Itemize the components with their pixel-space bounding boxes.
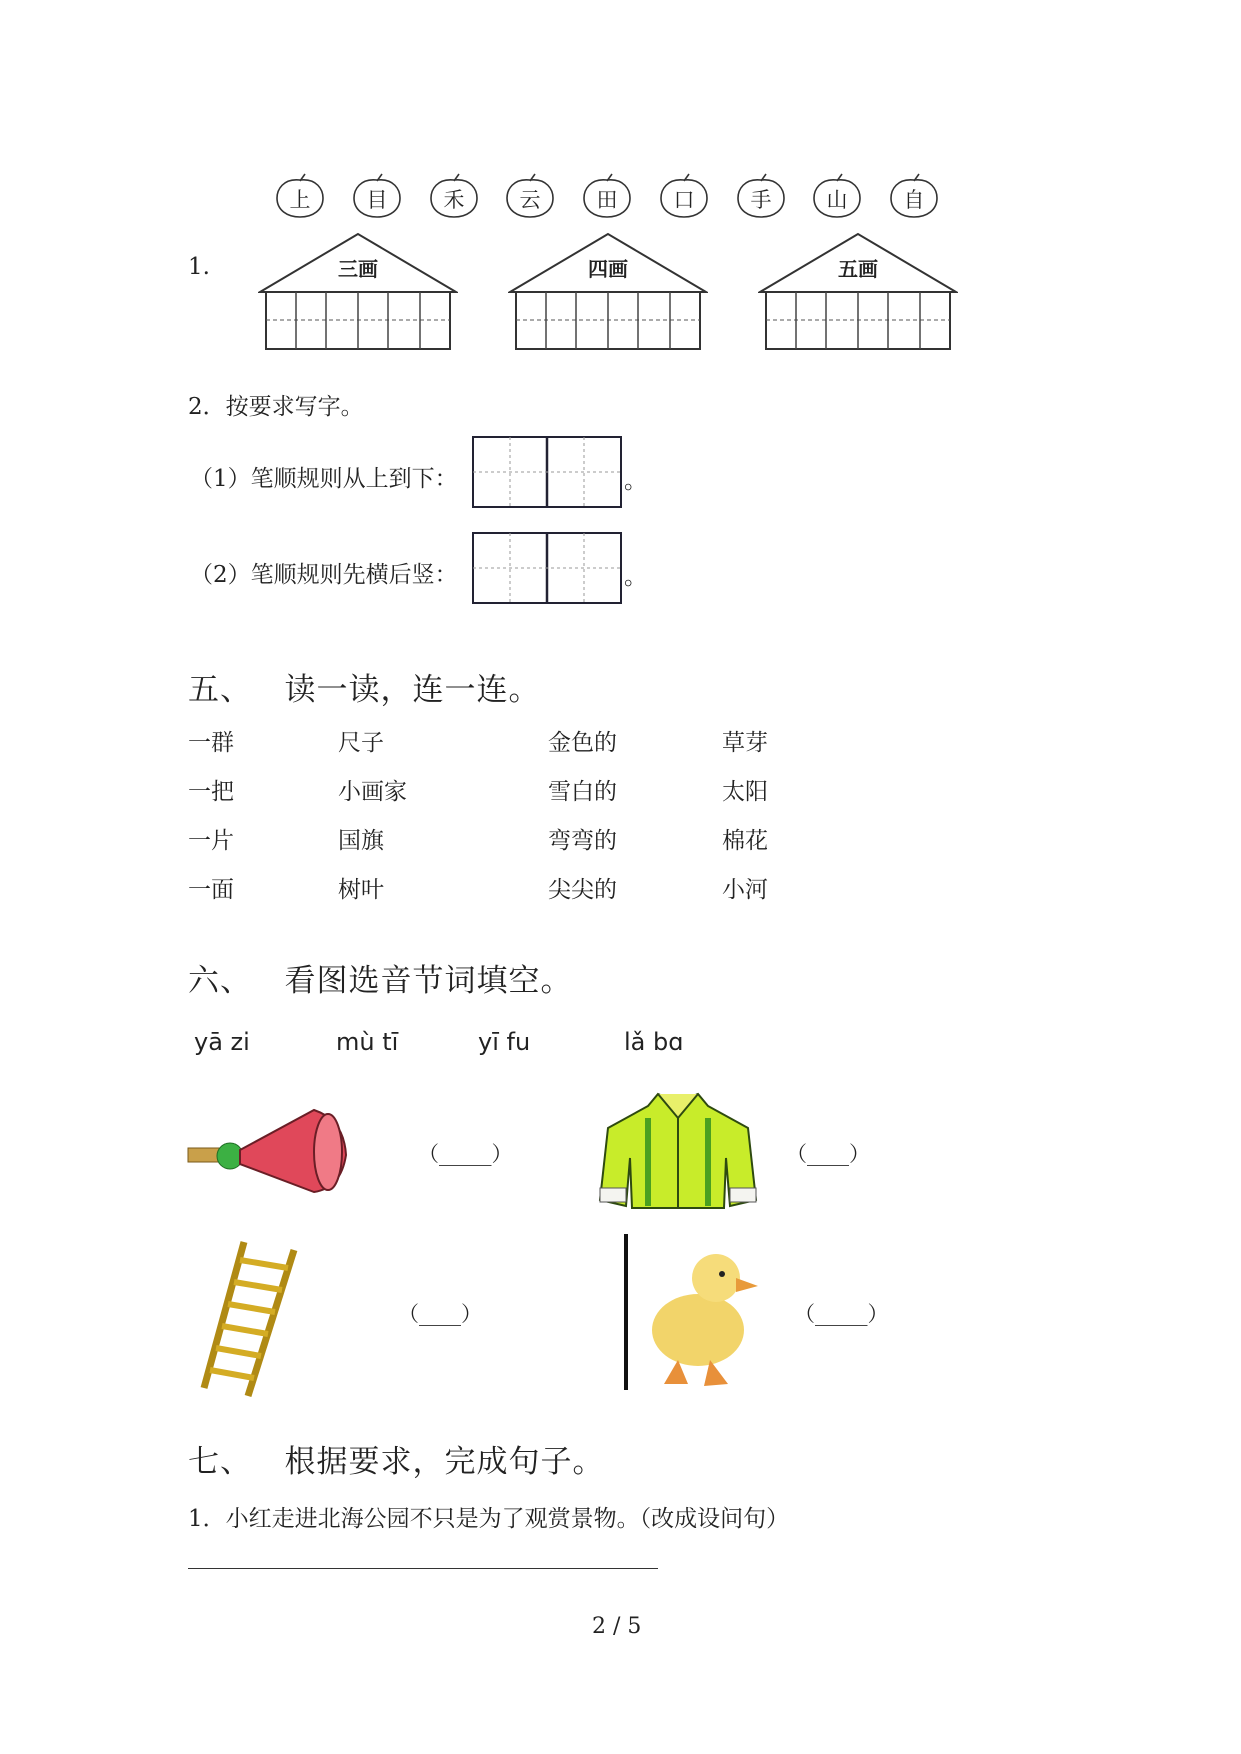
answer-blank[interactable]: （____） <box>786 1142 870 1166</box>
match-word[interactable]: 棉花 <box>722 828 768 854</box>
apple-char <box>736 172 786 218</box>
match-word[interactable]: 小画家 <box>338 779 407 805</box>
q2-item1-label: （1）笔顺规则从上到下： <box>190 466 458 492</box>
apple-char <box>429 172 479 218</box>
end-mark: 。 <box>624 468 647 494</box>
tian-grid-2[interactable] <box>472 532 622 604</box>
apple-char <box>505 172 555 218</box>
apple-char-label: 目 <box>366 188 388 212</box>
q2-title: 2．按要求写字。 <box>188 394 364 420</box>
apple-char <box>659 172 709 218</box>
jacket-image <box>598 1088 758 1213</box>
pinyin-option: lǎ bɑ <box>624 1028 684 1056</box>
match-word[interactable]: 一片 <box>188 828 234 854</box>
apple-char-label: 田 <box>596 188 618 212</box>
answer-blank[interactable]: （_____） <box>794 1302 889 1326</box>
trumpet-image <box>186 1100 351 1200</box>
match-word[interactable]: 弯弯的 <box>548 828 617 854</box>
pinyin-option: yī fu <box>478 1028 531 1056</box>
house-three-strokes <box>258 232 458 352</box>
match-word[interactable]: 草芽 <box>722 730 768 756</box>
apple-char <box>582 172 632 218</box>
house-outline <box>508 232 708 352</box>
answer-blank[interactable]: （____） <box>398 1302 482 1326</box>
apple-char-label: 上 <box>289 188 311 212</box>
apple-char <box>275 172 325 218</box>
house-outline <box>758 232 958 352</box>
section5-title: 五、 读一读，连一连。 <box>188 672 541 708</box>
apple-char-label: 禾 <box>443 188 465 212</box>
match-word[interactable]: 雪白的 <box>548 779 617 805</box>
apple-char-label: 云 <box>519 188 541 212</box>
house-five-strokes <box>758 232 958 352</box>
apple-char-label: 山 <box>826 188 848 212</box>
apple-char <box>889 172 939 218</box>
house-label: 五画 <box>838 257 878 281</box>
q2-item2-label: （2）笔顺规则先横后竖： <box>190 562 458 588</box>
section6-title: 六、 看图选音节词填空。 <box>188 963 573 999</box>
match-word[interactable]: 国旗 <box>338 828 384 854</box>
tian-grid-1[interactable] <box>472 436 622 508</box>
pinyin-option: yā zi <box>194 1028 250 1056</box>
house-outline <box>258 232 458 352</box>
house-label: 三画 <box>338 257 378 281</box>
answer-line-text <box>188 1548 637 1574</box>
apple-char-label: 手 <box>750 188 772 212</box>
match-word[interactable]: 一把 <box>188 779 234 805</box>
q1-number: 1. <box>188 254 210 280</box>
section7-item1: 1．小红走进北海公园不只是为了观赏景物。（改成设问句） <box>188 1506 790 1532</box>
house-label: 四画 <box>588 257 628 281</box>
match-word[interactable]: 尺子 <box>338 730 384 756</box>
answer-blank[interactable]: （_____） <box>418 1142 513 1166</box>
match-word[interactable]: 小河 <box>722 877 768 903</box>
pinyin-option: mù tī <box>336 1028 399 1056</box>
house-four-strokes <box>508 232 708 352</box>
match-word[interactable]: 尖尖的 <box>548 877 617 903</box>
end-mark: 。 <box>624 564 647 590</box>
apple-char-label: 自 <box>903 188 925 212</box>
ladder-image <box>196 1238 316 1398</box>
match-word[interactable]: 树叶 <box>338 877 384 903</box>
duckling-image <box>624 1234 764 1390</box>
apple-char-label: 口 <box>673 188 695 212</box>
match-word[interactable]: 太阳 <box>722 779 768 805</box>
match-word[interactable]: 一面 <box>188 877 234 903</box>
page-number: 2 / 5 <box>592 1614 642 1639</box>
match-word[interactable]: 一群 <box>188 730 234 756</box>
apple-char <box>352 172 402 218</box>
apple-char <box>812 172 862 218</box>
match-word[interactable]: 金色的 <box>548 730 617 756</box>
section7-title: 七、 根据要求，完成句子。 <box>188 1444 605 1480</box>
